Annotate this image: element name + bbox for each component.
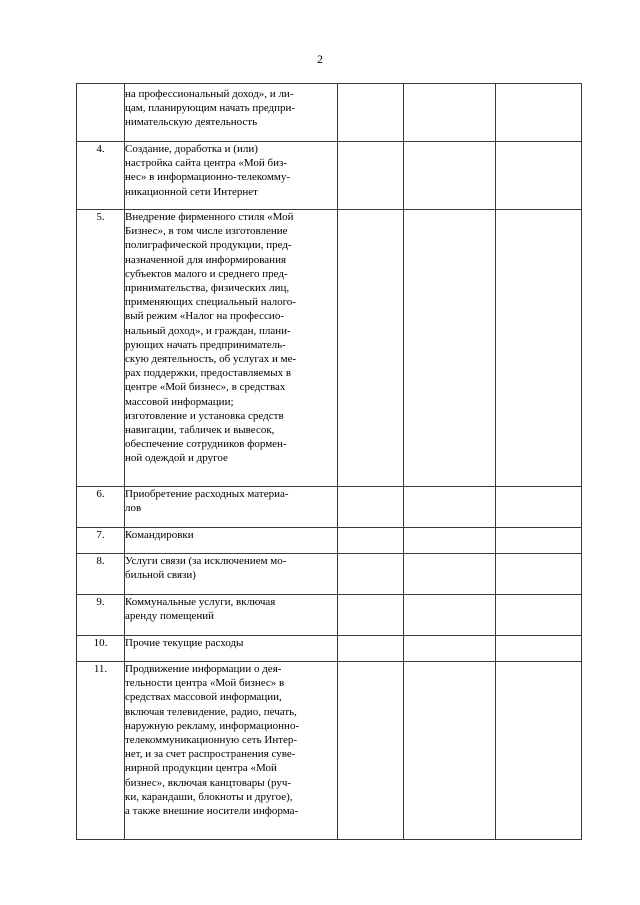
empty-cell xyxy=(496,487,582,528)
empty-cell xyxy=(496,210,582,487)
empty-cell xyxy=(338,84,404,142)
empty-cell xyxy=(496,662,582,840)
empty-cell xyxy=(496,554,582,595)
empty-cell xyxy=(496,84,582,142)
empty-cell xyxy=(404,662,496,840)
page-number: 2 xyxy=(317,52,323,66)
empty-cell xyxy=(404,84,496,142)
row-number xyxy=(77,84,125,142)
row-number: 11. xyxy=(77,662,125,840)
empty-cell xyxy=(496,142,582,210)
empty-cell xyxy=(404,142,496,210)
row-description: Командировки xyxy=(125,528,338,554)
table-row xyxy=(77,636,582,662)
empty-cell xyxy=(404,636,496,662)
empty-cell xyxy=(404,528,496,554)
table-row xyxy=(77,662,582,840)
empty-cell xyxy=(338,487,404,528)
row-number: 9. xyxy=(77,595,125,636)
empty-cell xyxy=(496,595,582,636)
row-description: Прочие текущие расходы xyxy=(125,636,338,662)
empty-cell xyxy=(404,554,496,595)
empty-cell xyxy=(338,210,404,487)
empty-cell xyxy=(338,554,404,595)
row-number: 6. xyxy=(77,487,125,528)
row-description: на профессиональный доход», и ли- цам, планирующим начать предпри- нимательскую деятельность xyxy=(125,84,338,142)
row-number: 5. xyxy=(77,210,125,487)
empty-cell xyxy=(496,528,582,554)
table-row xyxy=(77,487,582,528)
table-row xyxy=(77,210,582,487)
table-row xyxy=(77,142,582,210)
empty-cell xyxy=(338,595,404,636)
empty-cell xyxy=(338,528,404,554)
table-row xyxy=(77,84,582,142)
empty-cell xyxy=(404,210,496,487)
empty-cell xyxy=(338,662,404,840)
row-number: 7. xyxy=(77,528,125,554)
row-description: Создание, доработка и (или) настройка сайта центра «Мой биз- нес» в информационно-телекомму- никационной сети Интернет xyxy=(125,142,338,210)
row-description: Внедрение фирменного стиля «Мой Бизнес», в том числе изготовление полиграфической продукции, пред- назначенной для информирования субъектов малого и среднего пред- принимательства, физических лиц, применяющих специальный налого- вый режим «Налог на профессио- нальный доход», и граждан, плани- рующих начать предприниматель- скую деятельность, об услугах и ме- рах поддержки, предоставляемых в центре «Мой бизнес», в средствах массовой информации; изготовление и установка средств навигации, табличек и вывесок, обеспечение сотрудников формен- ной одеждой и другое xyxy=(125,210,338,487)
row-number: 8. xyxy=(77,554,125,595)
table-row xyxy=(77,554,582,595)
table-row xyxy=(77,528,582,554)
empty-cell xyxy=(404,595,496,636)
row-number: 10. xyxy=(77,636,125,662)
empty-cell xyxy=(338,142,404,210)
row-number: 4. xyxy=(77,142,125,210)
empty-cell xyxy=(404,487,496,528)
expense-table xyxy=(76,83,582,840)
row-description: Продвижение информации о дея- тельности центра «Мой бизнес» в средствах массовой информации, включая телевидение, радио, печать, наружную рекламу, информационно- телекоммуникационную сеть Интер- нет, и за счет распространения суве- нирной продукции центра «Мой бизнес», включая канцтовары (руч- ки, карандаши, блокноты и другое), а также внешние носители информа- xyxy=(125,662,338,840)
row-description: Приобретение расходных материа- лов xyxy=(125,487,338,528)
empty-cell xyxy=(496,636,582,662)
table-row xyxy=(77,595,582,636)
row-description: Коммунальные услуги, включая аренду помещений xyxy=(125,595,338,636)
row-description: Услуги связи (за исключением мо- бильной связи) xyxy=(125,554,338,595)
empty-cell xyxy=(338,636,404,662)
